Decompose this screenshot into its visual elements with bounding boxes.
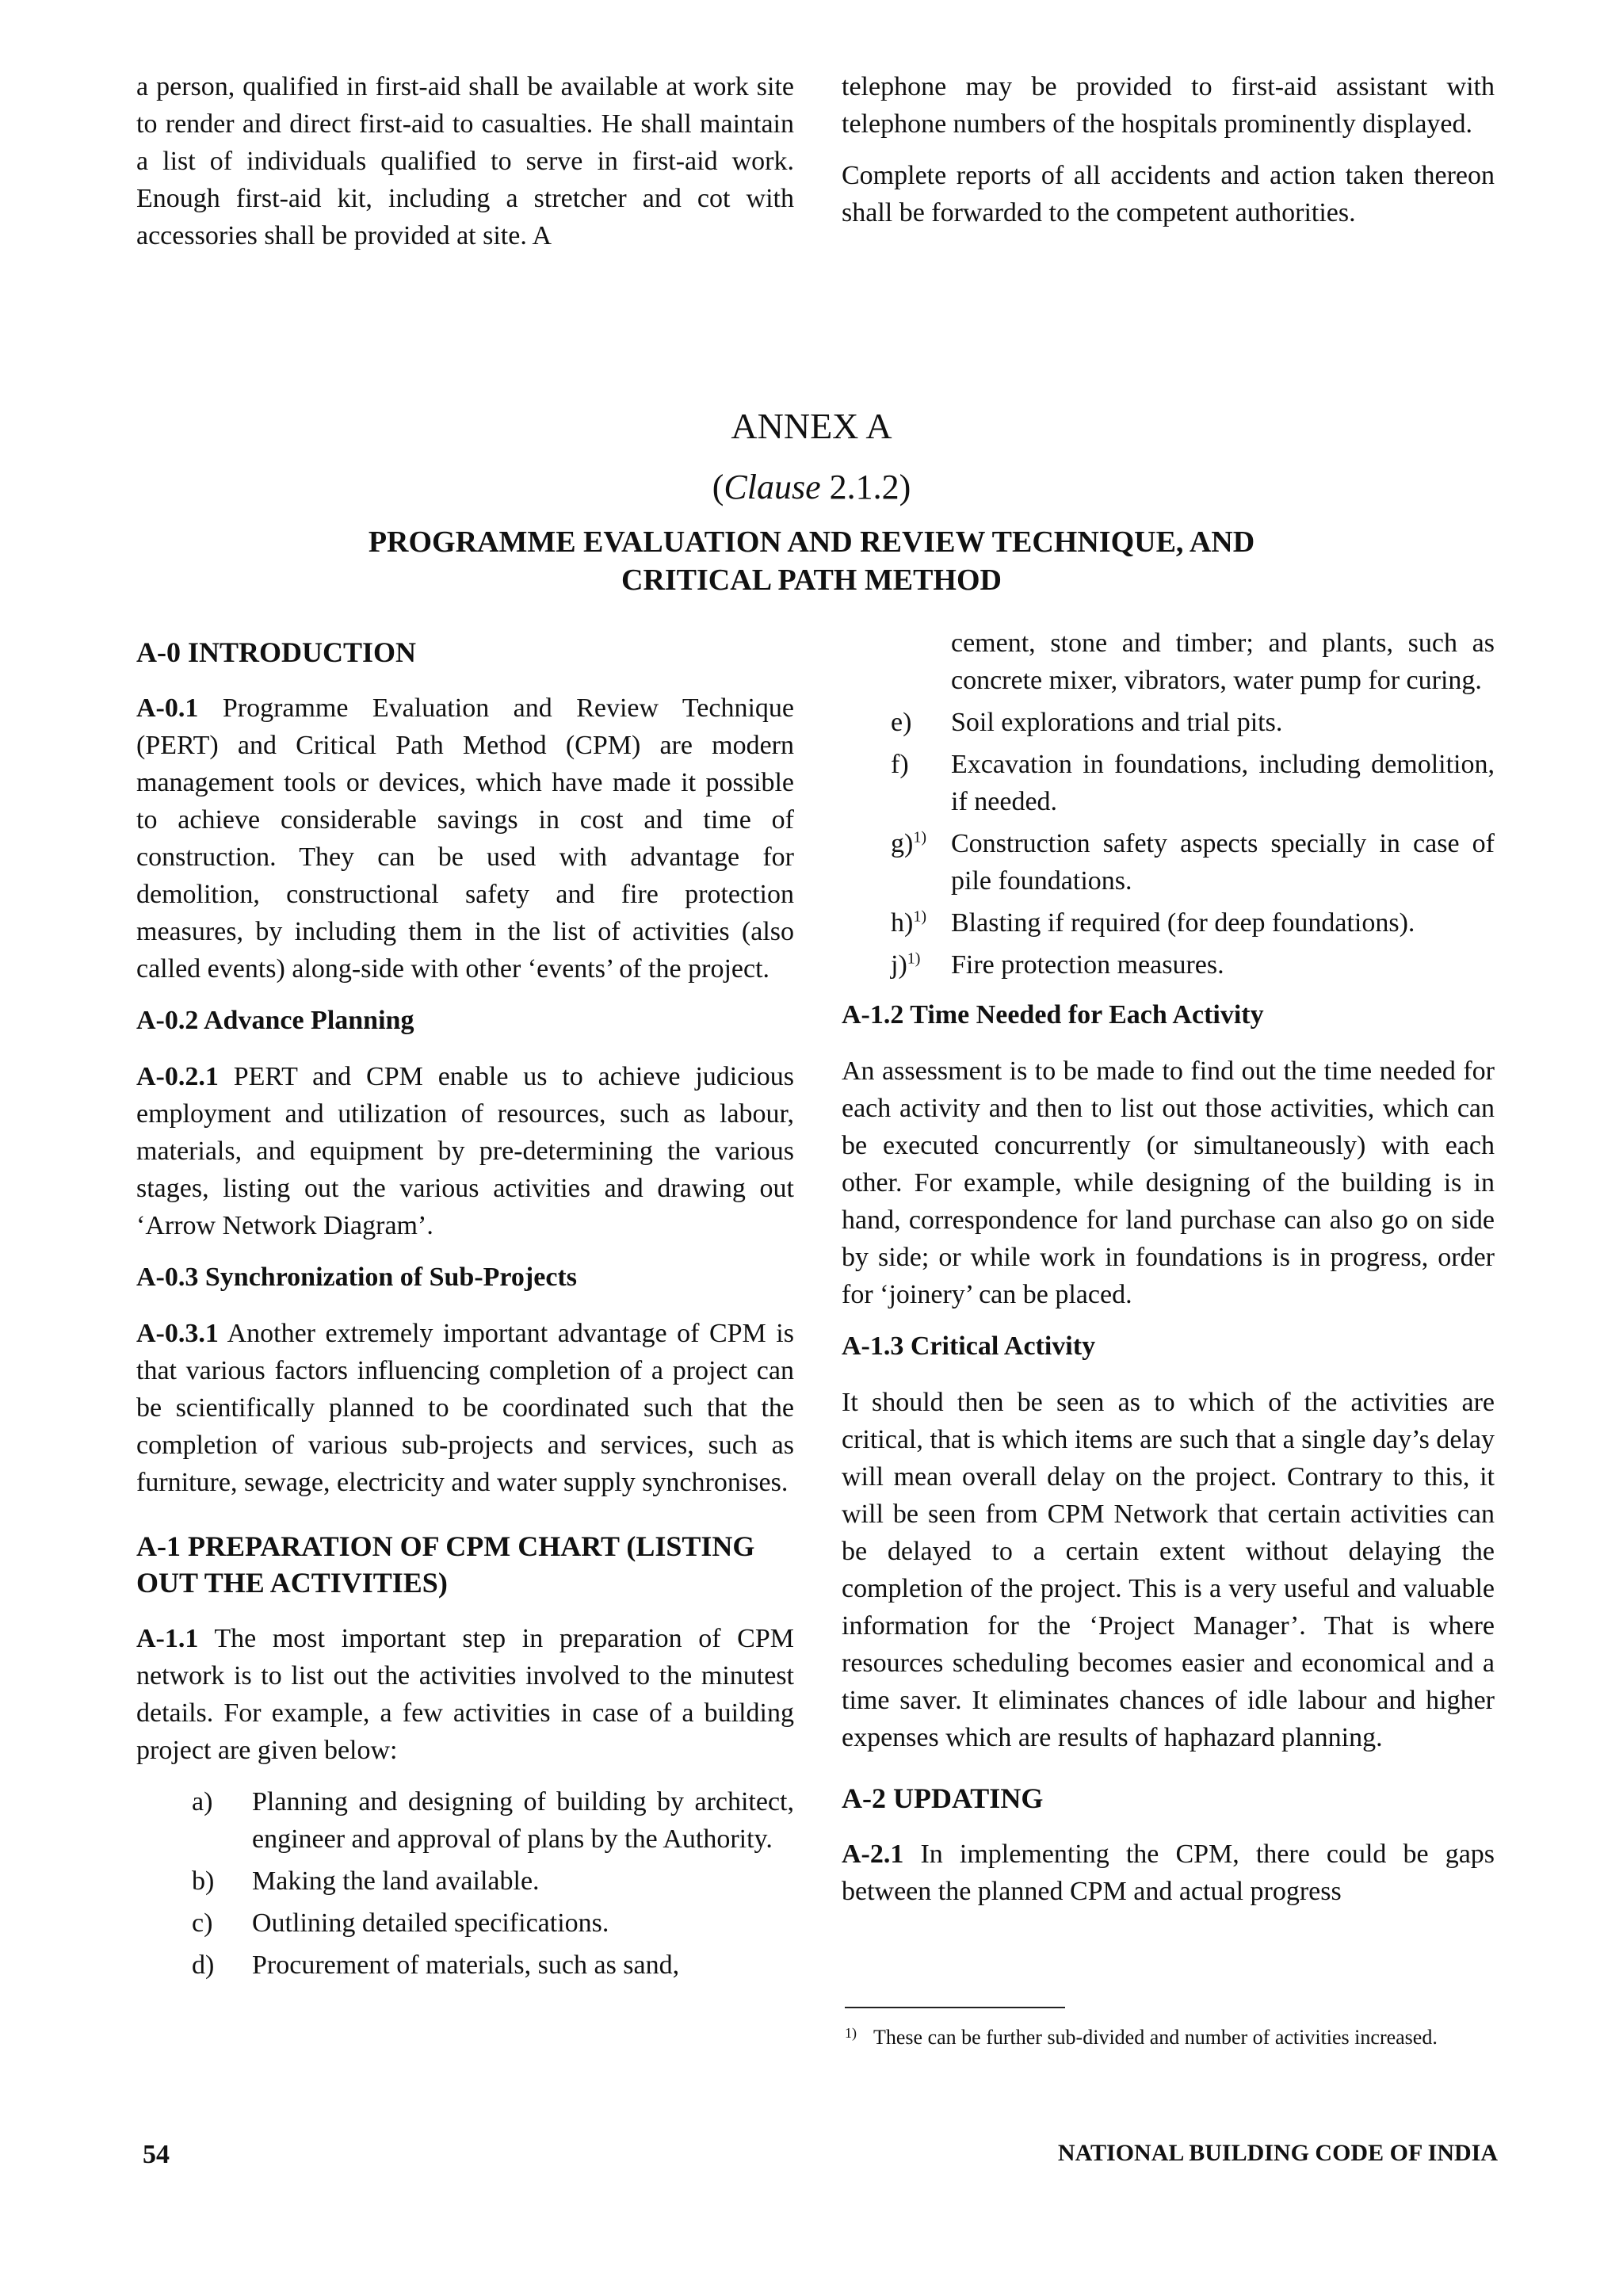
paragraph-a11 [136, 1620, 794, 1769]
footnote-marker: 1) [845, 2025, 857, 2041]
annex-title: ANNEX A [731, 406, 892, 446]
list-marker: g)$^{1)}$ [891, 828, 926, 858]
page-number: 54 [143, 2140, 170, 2169]
list-item-text: Planning and designing of building by architect, engineer and approval of plans by the Authority. [252, 1787, 794, 1854]
clause-number: A-0.2.1 [136, 1062, 219, 1091]
list-marker: h)$^{1)}$ [891, 907, 926, 938]
clause-number: A-1.1 [136, 1624, 199, 1653]
list-item-text: Excavation in foundations, including demolition, if needed. [951, 750, 1495, 816]
paragraph-text: PERT and CPM enable us to achieve judicious employment and utilization of resources, such as labour, materials, and equipment by pre-determining the various stages, listing out the various activities and drawing out ‘Arrow Network Diagram’. [136, 1062, 794, 1240]
paragraph-text: Programme Evaluation and Review Technique (PERT) and Critical Path Method (CPM) are modern management tools or devices, which have made it possible to achieve considerable savings in cost and time of construction. They can be used with advantage for demolition, constructional safety and fire protection measures, by including them in the list of activities (also called events) along-side with other ‘events’ of the project. [136, 693, 794, 984]
list-item-continued [842, 625, 1495, 699]
top-right-paragraph-2: Complete reports of all accidents and action taken thereon shall be forwarded to the competent authorities. [842, 161, 1495, 227]
paragraph-text: Another extremely important advantage of CPM is that various factors influencing completion of a project can be scientifically planned to be coordinated such that the completion of various sub-projects and services, such as furniture, sewage, electricity and water supply synchronises. [136, 1319, 794, 1497]
section-a1-heading: A-1 PREPARATION OF CPM CHART (LISTING OUT THE ACTIVITIES) [136, 1530, 755, 1599]
activity-list-left [136, 1783, 794, 1984]
footnote-reference: 1) [907, 949, 921, 968]
footnote-text: These can be further sub-divided and number of activities increased. [873, 2026, 1438, 2049]
section-a2-heading: A-2 UPDATING [842, 1782, 1044, 1814]
list-item [842, 904, 1495, 942]
paragraph-a21 [842, 1836, 1495, 1910]
list-item-text: Outlining detailed specifications. [252, 1908, 609, 1938]
clause-number: A-2.1 [842, 1839, 904, 1869]
paragraph-a031 [136, 1315, 794, 1501]
top-right-paragraph-1: telephone may be provided to first-aid assistant with telephone numbers of the hospitals prominently displayed. [842, 72, 1495, 139]
right-column [842, 625, 1495, 1924]
list-item-text: cement, stone and timber; and plants, such as concrete mixer, vibrators, water pump for curing. [951, 628, 1495, 695]
paragraph-a0-1 [136, 690, 794, 988]
list-item [136, 1904, 794, 1942]
activity-list-right [842, 625, 1495, 984]
list-item [136, 1783, 794, 1858]
list-item-text: Construction safety aspects specially in case of pile foundations. [951, 829, 1495, 896]
subsection-a12-heading: A-1.2 Time Needed for Each Activity [842, 1000, 1264, 1030]
list-marker: j)$^{1)}$ [891, 949, 921, 980]
publication-footer: NATIONAL BUILDING CODE OF INDIA [1057, 2140, 1498, 2166]
list-item [842, 704, 1495, 741]
clause-number: A-0.1 [136, 693, 199, 723]
annex-clause-number: 2.1.2 [829, 468, 899, 506]
list-item-text: Blasting if required (for deep foundations). [951, 908, 1415, 938]
top-left-column [136, 68, 794, 269]
list-item-text: Procurement of materials, such as sand, [252, 1950, 680, 1980]
annex-clause-word: Clause [724, 468, 821, 506]
list-marker: e) [891, 708, 912, 737]
annex-clause: (Clause 2.1.2) [712, 468, 911, 506]
footnote [845, 2023, 1503, 2053]
top-right-column [842, 68, 1495, 246]
top-left-paragraph: a person, qualified in first-aid shall be available at work site to render and direct first-aid to casualties. He shall maintain a list of individuals qualified to serve in first-aid work. Enough first-aid kit, including a stretcher and cot with accessories shall be provided at site. A [136, 72, 794, 250]
list-marker: a) [192, 1787, 213, 1817]
paragraph-a021 [136, 1058, 794, 1244]
clause-number: A-0.3.1 [136, 1319, 219, 1348]
list-item-text: Making the land available. [252, 1866, 540, 1896]
paragraph-text: In implementing the CPM, there could be gaps between the planned CPM and actual progress [842, 1839, 1495, 1906]
list-marker: b) [192, 1866, 215, 1896]
annex-heading-line-2: CRITICAL PATH METHOD [621, 563, 1002, 597]
left-column [136, 634, 794, 1996]
list-marker: c) [192, 1908, 213, 1938]
paragraph-a13: It should then be seen as to which of the activities are critical, that is which items are such that a single day’s delay will mean overall delay on the project. Contrary to this, it will be seen from CPM Network that certain activities can be delayed to a certain extent without delaying the completion of the project. This is a very useful and valuable information for the ‘Project Manager’. That is where resources scheduling becomes easier and economical and a time saver. It eliminates chances of idle labour and higher expenses which are results of haphazard planning. [842, 1388, 1495, 1752]
list-item-text: Soil explorations and trial pits. [951, 708, 1283, 737]
paragraph-text: The most important step in preparation of CPM network is to list out the activities involved to the minutest details. For example, a few activities in case of a building project are given below: [136, 1624, 794, 1765]
footnote-divider [845, 2007, 1065, 2008]
footnote-reference: 1) [913, 907, 926, 926]
list-item [136, 1946, 794, 1984]
subsection-a03-heading: A-0.3 Synchronization of Sub-Projects [136, 1263, 577, 1292]
list-item [842, 946, 1495, 984]
subsection-a02-heading: A-0.2 Advance Planning [136, 1006, 414, 1035]
subsection-a13-heading: A-1.3 Critical Activity [842, 1331, 1096, 1361]
annex-heading [0, 523, 1623, 599]
section-a0-heading: A-0 INTRODUCTION [136, 636, 417, 668]
footnote-reference: 1) [913, 828, 926, 846]
list-marker: d) [192, 1950, 215, 1980]
list-item [136, 1862, 794, 1900]
annex-heading-line-1: PROGRAMME EVALUATION AND REVIEW TECHNIQUE, AND [368, 525, 1255, 559]
paragraph-a12: An assessment is to be made to find out the time needed for each activity and then to list out those activities, which can be executed concurrently (or simultaneously) with each other. For example, while designing of the building is in hand, correspondence for land purchase can also go on side by side; or while work in foundations is in progress, order for ‘joinery’ can be placed. [842, 1056, 1495, 1309]
list-item-text: Fire protection measures. [951, 950, 1224, 980]
list-item [842, 746, 1495, 820]
list-marker: f) [891, 750, 909, 779]
list-item [842, 825, 1495, 900]
